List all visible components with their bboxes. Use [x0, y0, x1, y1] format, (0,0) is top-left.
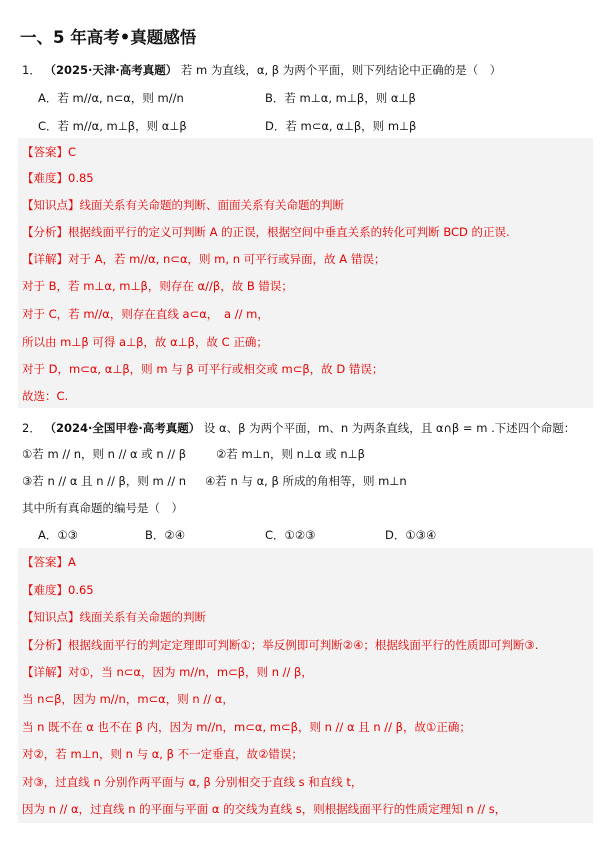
q2-proposition-2: ②若 m⊥n，则 n⊥α 或 n⊥β — [216, 447, 365, 461]
q2-detail-line: 对③，过直线 n 分别作两平面与 α, β 分别相交于直线 s 和直线 t， — [22, 775, 363, 789]
q2-proposition-4: ④若 n 与 α, β 所成的角相等，则 m⊥n — [205, 474, 407, 488]
question-stem: 若 m 为直线，α, β 为两个平面，则下列结论中正确的是（ ） — [180, 63, 502, 77]
q1-answer-block — [18, 138, 593, 408]
q2-proposition-3: ③若 n // α 且 n // β，则 m // n — [22, 474, 187, 488]
q2-option-d: D．①③④ — [385, 528, 437, 542]
q1-detail-line: 对于 B，若 m⊥α, m⊥β，则存在 α//β，故 B 错误； — [22, 279, 293, 293]
q1-option-c: C．若 m//α, m⊥β，则 α⊥β — [38, 119, 187, 133]
question-source: （2024·全国甲卷·高考真题） — [44, 421, 201, 435]
question-source: （2025·天津·高考真题） — [44, 63, 178, 77]
q2-knowledge: 【知识点】线面关系有关命题的判断 — [22, 610, 206, 624]
question-1-stem-line — [22, 62, 501, 78]
q1-detail-line: 故选：C. — [22, 389, 69, 403]
q1-difficulty: 【难度】0.85 — [22, 171, 94, 185]
q2-detail-line: 对②，若 m⊥n，则 n 与 α, β 不一定垂直，故②错误； — [22, 747, 303, 761]
q2-analysis: 【分析】根据线面平行的判定定理即可判断①；举反例即可判断②④；根据线面平行的性质即可判断③. — [22, 638, 539, 652]
q1-detail-line: 对于 C，若 m//α，则存在直线 a⊂α， a // m， — [22, 307, 269, 321]
q1-detail-line: 所以由 m⊥β 可得 a⊥β，故 α⊥β，故 C 正确； — [22, 335, 268, 349]
section-title: 一、5 年高考•真题感悟 — [20, 28, 197, 47]
q1-knowledge: 【知识点】线面关系有关命题的判断、面面关系有关命题的判断 — [22, 198, 344, 212]
q2-detail-line: 【详解】对①，当 n⊂α，因为 m//n，m⊂β，则 n // β， — [22, 665, 313, 679]
q2-ask: 其中所有真命题的编号是（ ） — [22, 501, 183, 515]
question-number: 2． — [22, 421, 41, 435]
q1-option-a: A．若 m//α, n⊂α，则 m//n — [38, 91, 184, 105]
q1-detail-line: 【详解】对于 A，若 m//α, n⊂α，则 m, n 可平行或异面，故 A 错误； — [22, 252, 386, 266]
question-number: 1． — [22, 63, 41, 77]
q2-answer-block — [18, 548, 593, 823]
question-2-stem-line — [22, 420, 575, 436]
q1-option-d: D．若 m⊂α, α⊥β，则 m⊥β — [265, 119, 417, 133]
q2-detail-line: 当 n 既不在 α 也不在 β 内，因为 m//n，m⊂α, m⊂β，则 n // α 且 n // β，故①正确； — [22, 720, 471, 734]
q2-detail-line: 当 n⊂β，因为 m//n，m⊂α，则 n // α， — [22, 692, 234, 706]
question-stem: 设 α、β 为两个平面，m、n 为两条直线，且 α∩β = m .下述四个命题： — [203, 421, 576, 435]
q2-answer: 【答案】A — [22, 555, 76, 569]
q1-detail-line: 对于 D，m⊂α, α⊥β，则 m 与 β 可平行或相交或 m⊂β，故 D 错误； — [22, 362, 384, 376]
q2-option-c: C．①②③ — [265, 528, 316, 542]
q1-analysis: 【分析】根据线面平行的定义可判断 A 的正误，根据空间中垂直关系的转化可判断 BCD 的正误. — [22, 225, 510, 239]
q2-option-b: B．②④ — [145, 528, 186, 542]
q2-detail-line: 因为 n // α，过直线 n 的平面与平面 α 的交线为直线 s，则根据线面平行的性质定理知 n // s， — [22, 802, 507, 816]
q2-proposition-1: ①若 m // n，则 n // α 或 n // β — [22, 447, 187, 461]
q1-answer: 【答案】C — [22, 145, 77, 159]
q1-option-b: B．若 m⊥α, m⊥β，则 α⊥β — [265, 91, 416, 105]
q2-difficulty: 【难度】0.65 — [22, 583, 94, 597]
q2-option-a: A．①③ — [38, 528, 78, 542]
